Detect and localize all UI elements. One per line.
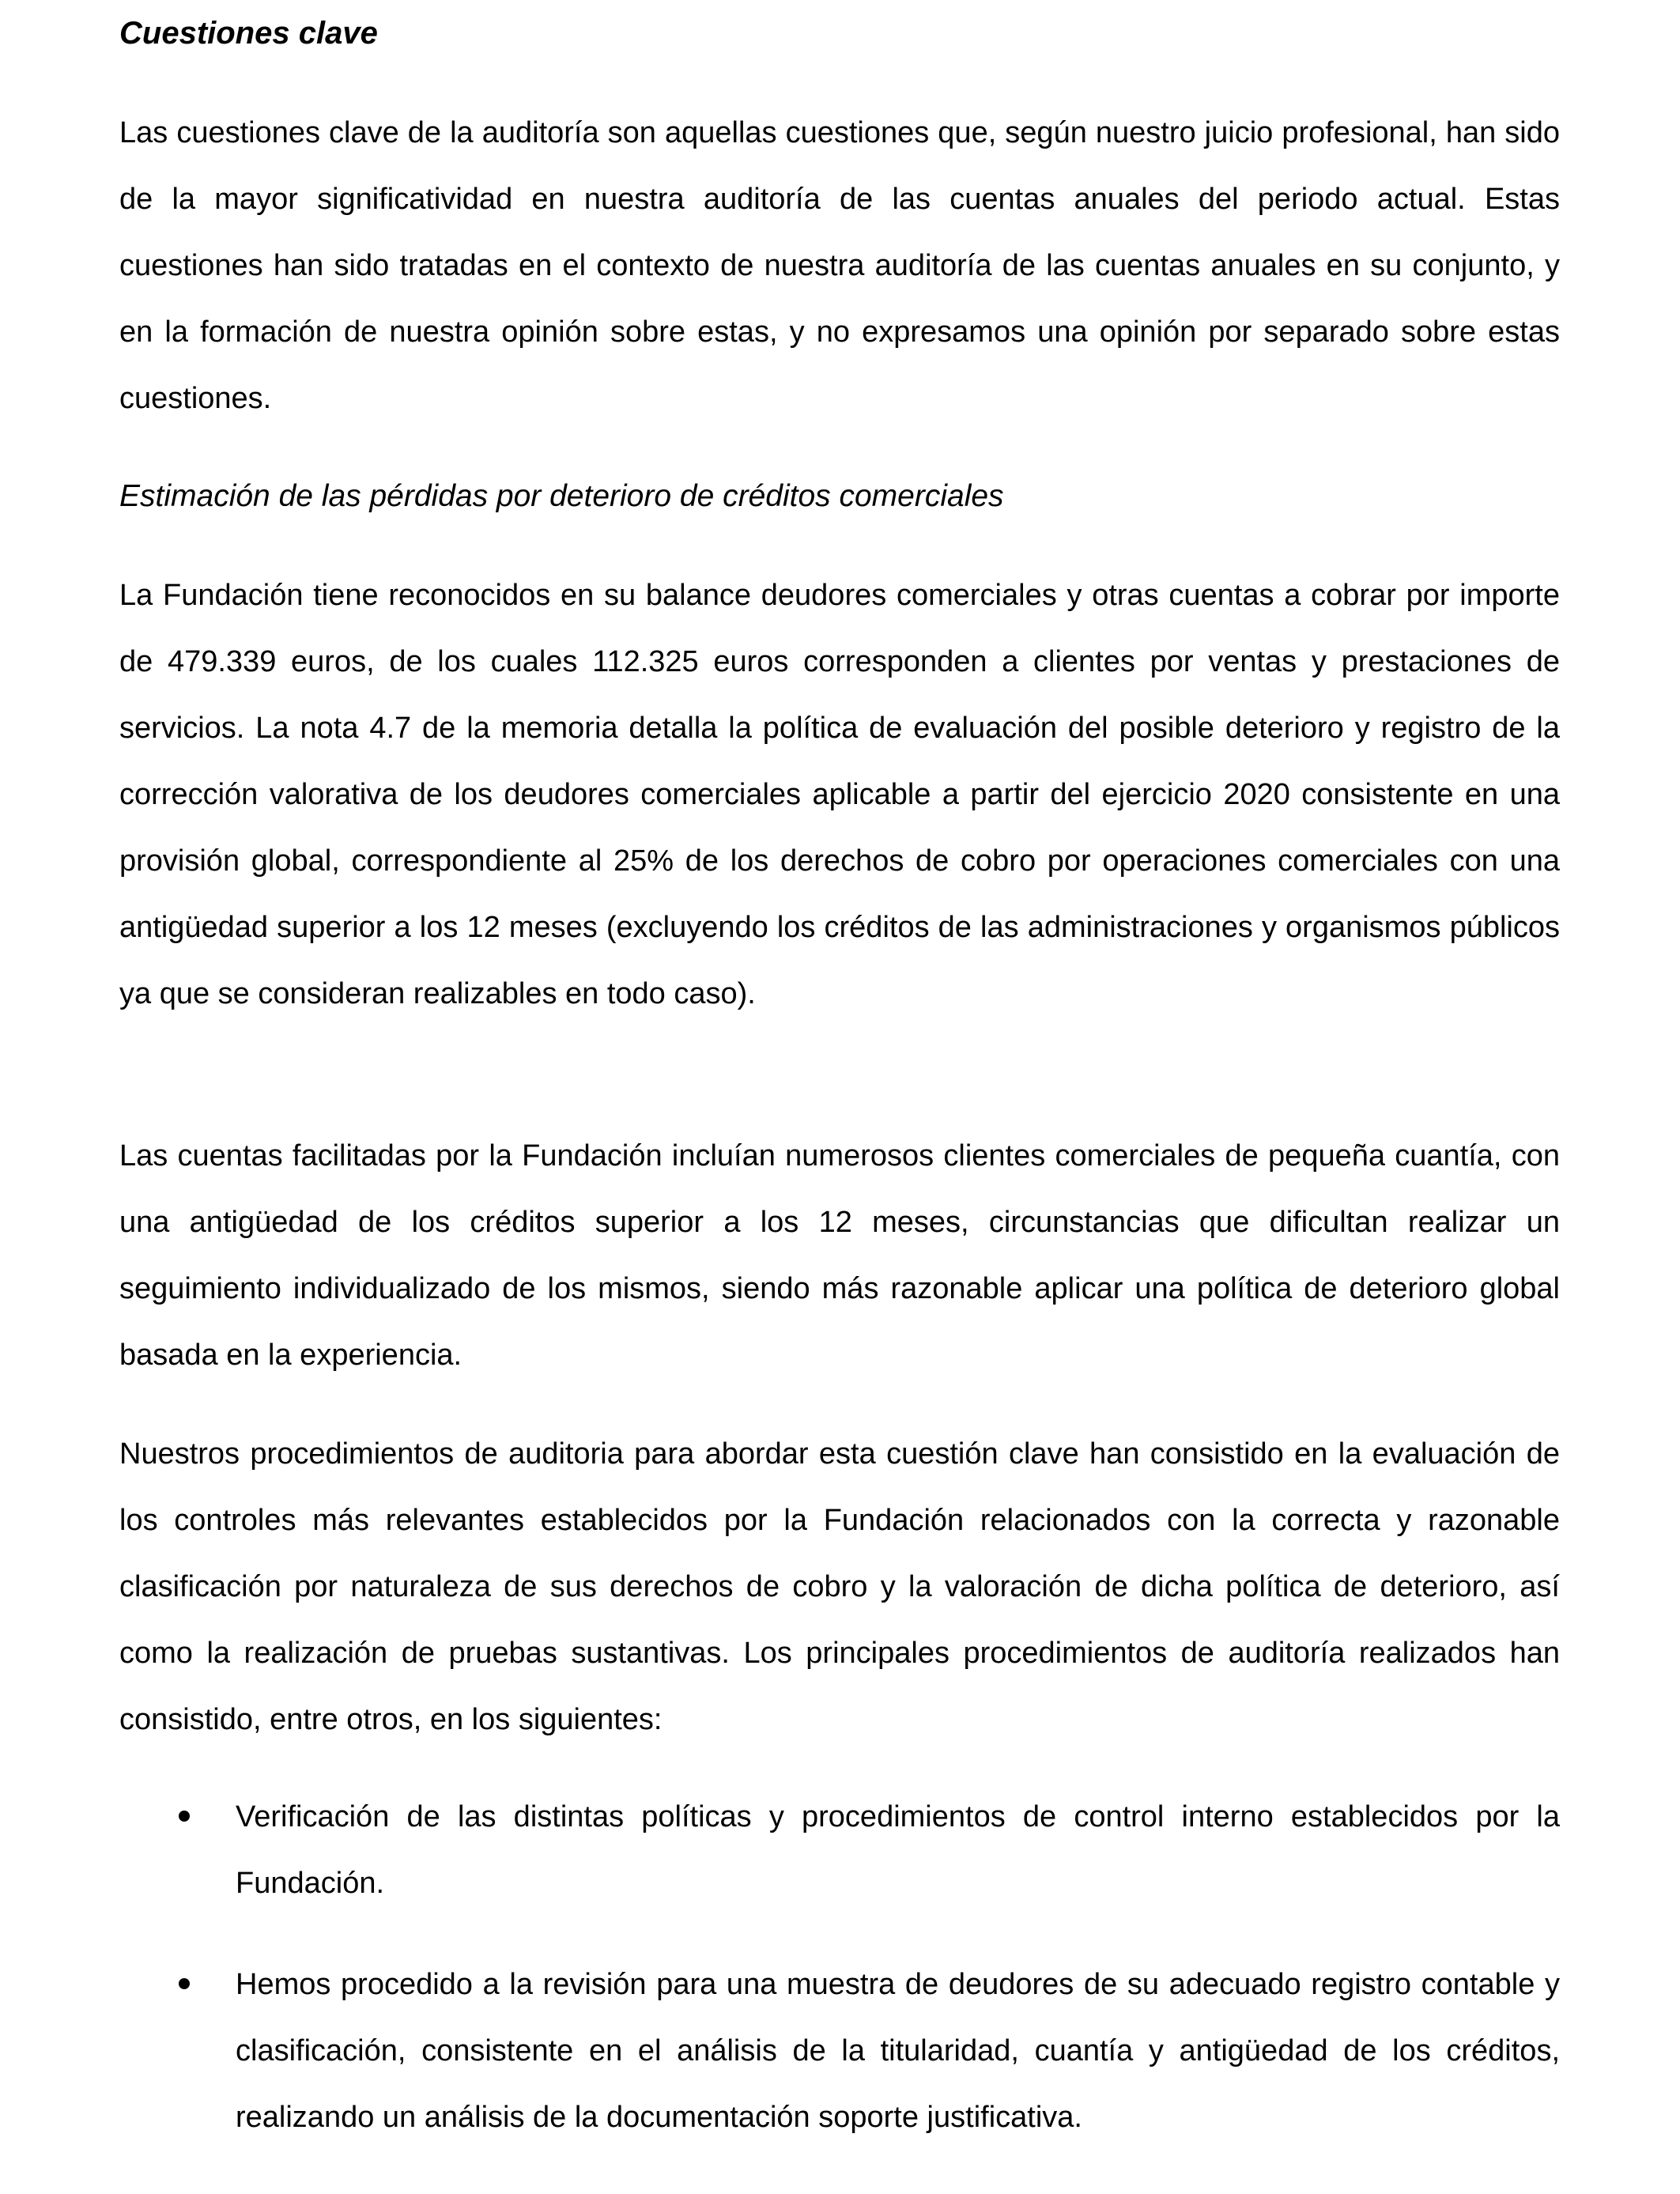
list-item-text: Hemos procedido a la revisión para una muestra de deudores de su adecuado registro contable y clasificación, consistente en el análisis de la titularidad, cuantía y antigüedad de los créditos, realizando un análisis de la documentación soporte justificativa. xyxy=(236,1968,1560,2134)
procedures-paragraph: Nuestros procedimientos de auditoria para abordar esta cuestión clave han consistido en la evaluación de los controles más relevantes establecidos por la Fundación relacionados con la correcta y razonable clasificación por naturaleza de sus derechos de cobro y la valoración de dicha política de deterioro, así como la realización de pruebas sustantivas. Los principales procedimientos de auditoría realizados han consistido, entre otros, en los siguientes: xyxy=(119,1437,1560,1736)
list-item xyxy=(119,1951,1560,2151)
intro-paragraph: Las cuestiones clave de la auditoría son aquellas cuestiones que, según nuestro juicio profesional, han sido de la mayor significatividad en nuestra auditoría de las cuentas anuales del periodo actual. Estas cuestiones han sido tratadas en el contexto de nuestra auditoría de las cuentas anuales en su conjunto, y en la formación de nuestra opinión sobre estas, y no expresamos una opinión por separado sobre estas cuestiones. xyxy=(119,116,1560,415)
receivables-paragraph: La Fundación tiene reconocidos en su balance deudores comerciales y otras cuentas a cobrar por importe de 479.339 euros, de los cuales 112.325 euros corresponden a clientes por ventas y prestaciones de servicios. La nota 4.7 de la memoria detalla la política de evaluación del posible deterioro y registro de la corrección valorativa de los deudores comerciales aplicable a partir del ejercicio 2020 consistente en una provisión global, correspondiente al 25% de los derechos de cobro por operaciones comerciales con una antigüedad superior a los 12 meses (excluyendo los créditos de las administraciones y organismos públicos ya que se consideran realizables en todo caso). xyxy=(119,579,1560,1010)
bullet-icon xyxy=(179,1978,190,1989)
bullet-icon xyxy=(179,1811,190,1822)
accounts-paragraph: Las cuentas facilitadas por la Fundación incluían numerosos clientes comerciales de pequeña cuantía, con una antigüedad de los créditos superior a los 12 meses, circunstancias que dificultan realizar un seguimiento individualizado de los mismos, siendo más razonable aplicar una política de deterioro global basada en la experiencia. xyxy=(119,1139,1560,1372)
subsection-heading: Estimación de las pérdidas por deterioro de créditos comerciales xyxy=(119,479,1004,513)
procedures-list xyxy=(119,1784,1560,2151)
list-item-text: Verificación de las distintas políticas y procedimientos de control interno establecidos por la Fundación. xyxy=(236,1800,1560,1900)
section-heading: Cuestiones clave xyxy=(119,16,378,51)
list-item xyxy=(119,1784,1560,1916)
